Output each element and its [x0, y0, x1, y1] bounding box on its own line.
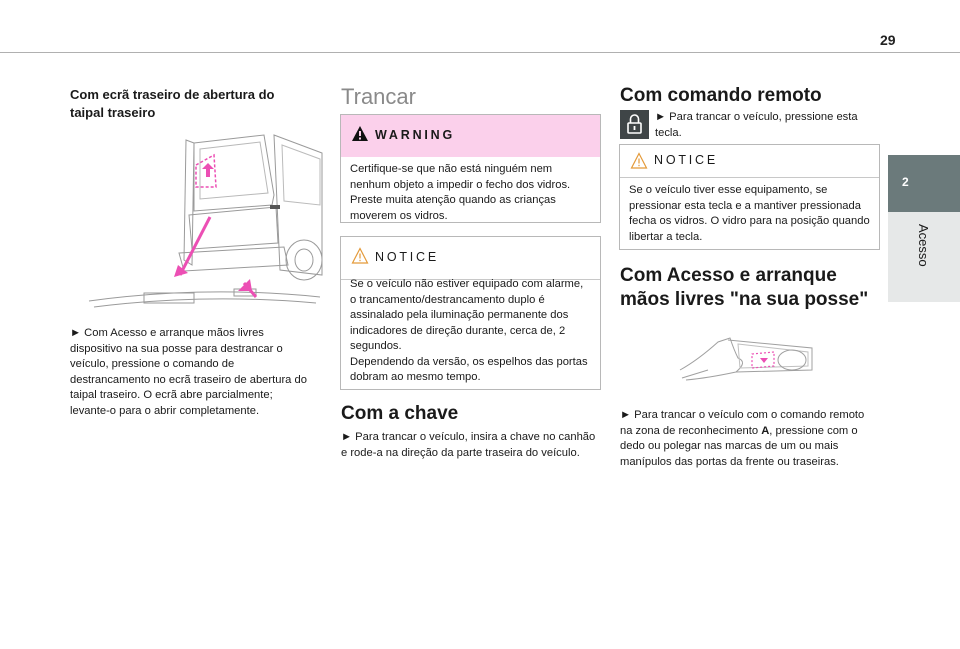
notice-text-1a: Se o veículo não estiver equipado com alarme, o trancamento/destrancamento duplo é assinalado pela iluminação permanente dos indicadores de direção durante, cerca de, 2 segundos. [350, 278, 584, 352]
lock-remote-icon [620, 110, 649, 139]
tailgate-heading: Com ecrã traseiro de abertura do taipal traseiro [70, 87, 275, 120]
tailgate-illustration [84, 125, 326, 320]
notice-text-2: Se o veículo tiver esse equipamento, se pressionar esta tecla e a mantiver pressionada fecha os vidros. O vidro para na posição quando libertar a tecla. [629, 184, 870, 243]
warning-title: WARNING [375, 128, 456, 142]
chapter-tab-label[interactable] [888, 212, 960, 302]
notice-text-1 [350, 277, 592, 386]
page-number: 29 [880, 32, 896, 48]
handsfree-body-post: , pressione com o dedo ou polegar nas marcas de um ou mais manípulos das portas da frente ou traseiras. [620, 424, 858, 468]
remote-text: ► Para trancar o veículo, pressione esta tecla. [655, 111, 858, 139]
key-heading: Com a chave [341, 403, 459, 424]
notice-text-1b: Dependendo da versão, os espelhos das portas dobram ao mesmo tempo. [350, 355, 588, 383]
chapter-tab-number[interactable] [888, 155, 960, 212]
handsfree-body [620, 408, 878, 470]
handsfree-heading: Com Acesso e arranque mãos livres "na sua posse" [620, 265, 869, 310]
key-body: ► Para trancar o veículo, insira a chave no canhão e rode-a na direção da parte traseira do veículo. [341, 431, 596, 459]
notice-triangle-icon [630, 152, 648, 170]
notice-box-2 [619, 144, 880, 250]
notice-header-1 [341, 237, 600, 280]
door-handle-illustration [678, 330, 816, 386]
notice-header-2 [620, 145, 879, 178]
remote-heading: Com comando remoto [620, 85, 822, 106]
chapter-label: Acesso [916, 224, 931, 267]
warning-triangle-icon [351, 125, 369, 143]
zone-a-label: A [761, 424, 770, 437]
handsfree-body-pre: ► Para trancar o veículo com o comando remoto na zona de reconhecimento [620, 409, 865, 437]
warning-text: Certifique-se que não está ninguém nem nenhum objeto a impedir o fecho dos vidros. Preste muita atenção quando as crianças moverem os vidros. [350, 163, 571, 222]
notice-title-2: NOTICE [654, 153, 719, 167]
header-divider [0, 52, 960, 53]
notice-triangle-icon [351, 247, 369, 265]
notice-box-1 [340, 236, 601, 390]
chapter-number: 2 [902, 175, 909, 189]
tailgate-body: ► Com Acesso e arranque mãos livres dispositivo na sua posse para destrancar o veículo, pressione o comando de destrancamento no ecrã traseiro de abertura do taipal traseiro. O ecrã abre parcialmente; levante-o para o abrir completamente. [70, 327, 307, 417]
lock-heading: Trancar [341, 84, 416, 109]
notice-title-1: NOTICE [375, 250, 440, 264]
warning-box [340, 114, 601, 223]
warning-header [341, 115, 600, 157]
